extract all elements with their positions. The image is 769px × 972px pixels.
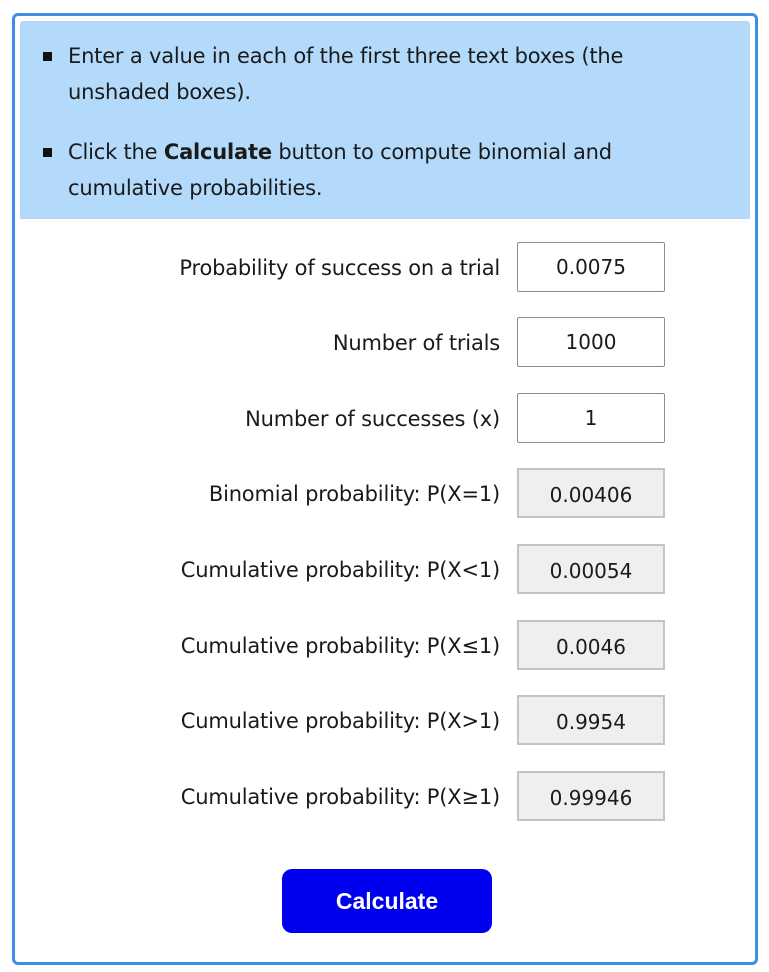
bullet-square-icon: [43, 148, 52, 157]
calculator-panel: [12, 13, 758, 965]
successes-input[interactable]: [517, 393, 665, 443]
bullet-square-icon: [43, 52, 52, 61]
binomial-probability-label: Binomial probability: P(X=1): [208, 482, 500, 506]
cumulative-le-output: 0.0046: [517, 620, 665, 670]
instruction-text-suffix: button to compute binomial and cumulative probabilities.: [68, 140, 612, 200]
trials-input[interactable]: [517, 317, 665, 367]
cumulative-lt-output: 0.00054: [517, 544, 665, 594]
instruction-text-prefix: Click the: [68, 140, 164, 164]
successes-label: Number of successes (x): [245, 407, 500, 431]
row-binomial-probability: [15, 468, 755, 520]
cumulative-ge-output: 0.99946: [517, 771, 665, 821]
instruction-text: Enter a value in each of the first three text boxes (the unshaded boxes).: [68, 44, 624, 104]
row-successes: [15, 393, 755, 445]
cumulative-ge-label: Cumulative probability: P(X≥1): [180, 785, 500, 809]
cumulative-lt-label: Cumulative probability: P(X<1): [180, 558, 500, 582]
calculate-button[interactable]: Calculate: [282, 869, 492, 933]
cumulative-gt-label: Cumulative probability: P(X>1): [180, 709, 500, 733]
instruction-item-enter-values: [68, 38, 688, 110]
probability-input[interactable]: [517, 242, 665, 292]
row-cumulative-gt: [15, 695, 755, 747]
row-trials: [15, 317, 755, 369]
row-cumulative-le: [15, 620, 755, 672]
instruction-item-click-calculate: [68, 134, 688, 206]
instructions-box: [20, 21, 750, 219]
row-cumulative-lt: [15, 544, 755, 596]
cumulative-le-label: Cumulative probability: P(X≤1): [180, 634, 500, 658]
row-probability: [15, 242, 755, 294]
instruction-text-bold: Calculate: [163, 140, 272, 164]
probability-label: Probability of success on a trial: [179, 256, 500, 280]
binomial-probability-output: 0.00406: [517, 468, 665, 518]
row-cumulative-ge: [15, 771, 755, 823]
cumulative-gt-output: 0.9954: [517, 695, 665, 745]
trials-label: Number of trials: [332, 331, 500, 355]
